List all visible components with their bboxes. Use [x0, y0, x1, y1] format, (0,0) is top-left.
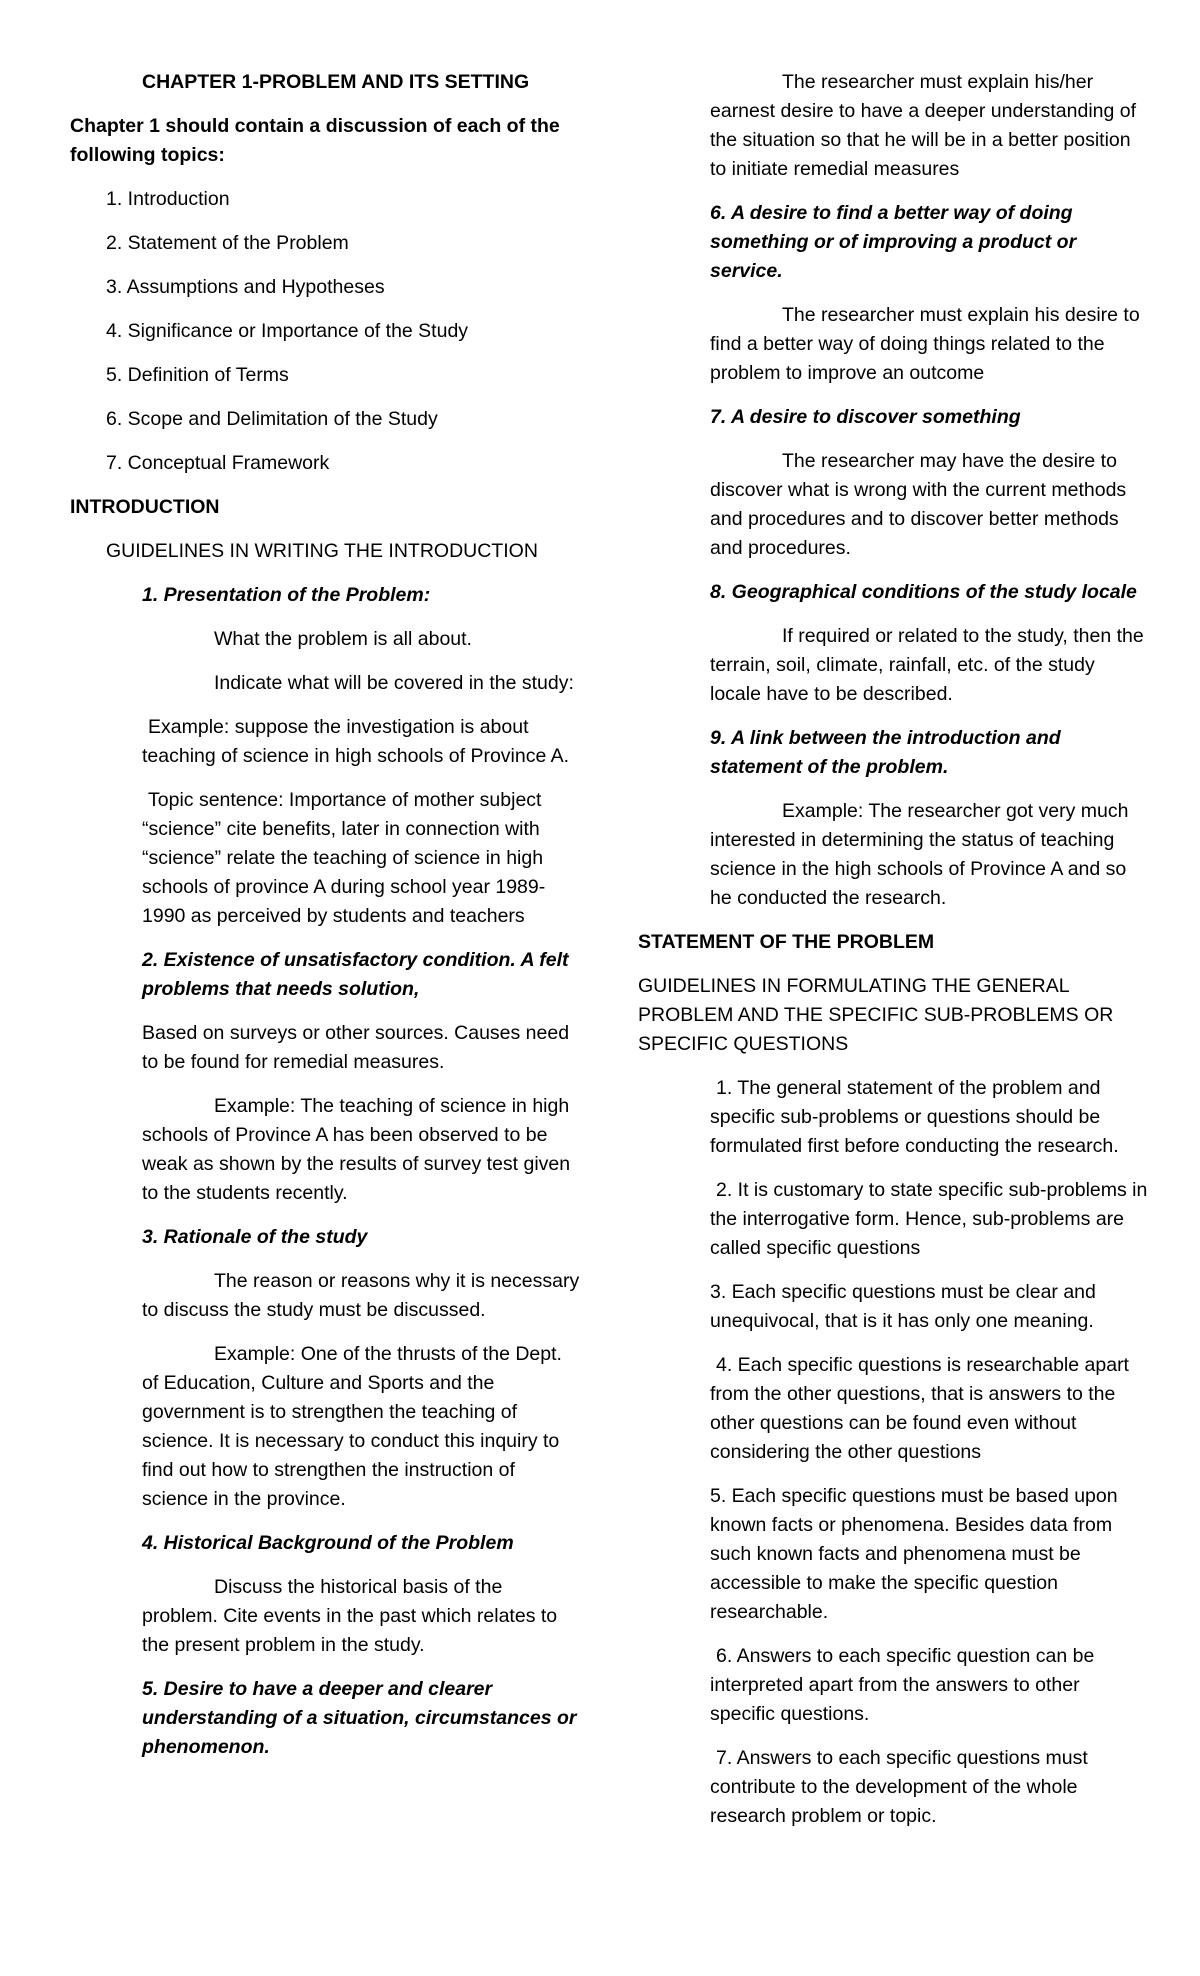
guideline-8-text: If required or related to the study, then the terrain, soil, climate, rainfall, etc. of the study locale have to be described. — [710, 625, 1144, 705]
guideline-7-heading: 7. A desire to discover something — [710, 406, 1021, 428]
statement-guideline-item: 1. The general statement of the problem and specific sub-problems or questions should be formulated first before conducting the research. — [710, 1077, 1119, 1157]
statement-of-problem-heading: STATEMENT OF THE PROBLEM — [638, 931, 935, 953]
guideline-6-text: The researcher must explain his desire to find a better way of doing things related to the problem to improve an outcome — [710, 304, 1140, 384]
right-column — [638, 68, 1148, 1846]
topic-item: 3. Assumptions and Hypotheses — [106, 276, 385, 298]
topic-item: 4. Significance or Importance of the Study — [106, 320, 469, 342]
guideline-6-heading: 6. A desire to find a better way of doing something or of improving a product or service. — [710, 202, 1077, 282]
topic-item: 6. Scope and Delimitation of the Study — [106, 408, 438, 430]
guideline-9-heading: 9. A link between the introduction and statement of the problem. — [710, 727, 1061, 778]
topic-item: 7. Conceptual Framework — [106, 452, 330, 474]
guideline-4-text: Discuss the historical basis of the problem. Cite events in the past which relates to the present problem in the study. — [142, 1576, 558, 1656]
chapter-title: CHAPTER 1-PROBLEM AND ITS SETTING — [142, 71, 530, 93]
guideline-5-text: The researcher must explain his/her earnest desire to have a deeper understanding of the situation so that he will be in a better position to initiate remedial measures — [710, 71, 1137, 180]
guidelines-intro-heading: GUIDELINES IN WRITING THE INTRODUCTION — [106, 540, 538, 562]
guideline-1-topic-sentence: Topic sentence: Importance of mother subject “science” cite benefits, later in connection with “science” relate the teaching of science in high schools of province A during school year 1989-1990 as perceived by students and teachers — [142, 789, 546, 927]
statement-guideline-item: 3. Each specific questions must be clear and unequivocal, that is it has only one meaning. — [710, 1281, 1096, 1332]
guideline-2-example: Example: The teaching of science in high schools of Province A has been observed to be weak as shown by the results of survey test given to the students recently. — [142, 1095, 571, 1204]
guideline-1-heading: 1. Presentation of the Problem: — [142, 584, 431, 606]
statement-guideline-item: 2. It is customary to state specific sub-problems in the interrogative form. Hence, sub-problems are called specific questions — [710, 1179, 1148, 1259]
guideline-2-text: Based on surveys or other sources. Causes need to be found for remedial measures. — [142, 1022, 570, 1073]
guideline-1-text: Indicate what will be covered in the study: — [214, 672, 574, 694]
introduction-heading: INTRODUCTION — [70, 496, 220, 518]
guideline-9-example: Example: The researcher got very much interested in determining the status of teaching science in the high schools of Province A and so he conducted the research. — [710, 800, 1129, 909]
topic-item: 2. Statement of the Problem — [106, 232, 349, 254]
guideline-3-example: Example: One of the thrusts of the Dept. of Education, Culture and Sports and the government is to strengthen the teaching of science. It is necessary to conduct this inquiry to find out how to strengthen the instruction of science in the province. — [142, 1343, 562, 1510]
topic-item: 5. Definition of Terms — [106, 364, 289, 386]
statement-guideline-item: 6. Answers to each specific question can be interpreted apart from the answers to other specific questions. — [710, 1645, 1095, 1725]
topic-item: 1. Introduction — [106, 188, 230, 210]
statement-guideline-item: 5. Each specific questions must be based upon known facts or phenomena. Besides data from such known facts and phenomena must be accessible to make the specific question researchable. — [710, 1485, 1118, 1623]
left-column — [70, 68, 580, 1777]
guideline-3-heading: 3. Rationale of the study — [142, 1226, 368, 1248]
guideline-1-text: What the problem is all about. — [214, 628, 472, 650]
guideline-7-text: The researcher may have the desire to discover what is wrong with the current methods and procedures and to discover better methods and procedures. — [710, 450, 1127, 559]
guideline-4-heading: 4. Historical Background of the Problem — [142, 1532, 514, 1554]
chapter-intro: Chapter 1 should contain a discussion of each of the following topics: — [70, 115, 560, 166]
guideline-3-text: The reason or reasons why it is necessary to discuss the study must be discussed. — [142, 1270, 580, 1321]
guideline-1-example: Example: suppose the investigation is about teaching of science in high schools of Province A. — [142, 716, 570, 767]
statement-guidelines-heading: GUIDELINES IN FORMULATING THE GENERAL PROBLEM AND THE SPECIFIC SUB-PROBLEMS OR SPECIFIC QUESTIONS — [638, 975, 1114, 1055]
guideline-8-heading: 8. Geographical conditions of the study locale — [710, 581, 1137, 603]
statement-guideline-item: 7. Answers to each specific questions must contribute to the development of the whole research problem or topic. — [710, 1747, 1088, 1827]
statement-guideline-item: 4. Each specific questions is researchable apart from the other questions, that is answers to the other questions can be found even without considering the other questions — [710, 1354, 1129, 1463]
guideline-5-heading: 5. Desire to have a deeper and clearer understanding of a situation, circumstances or phenomenon. — [142, 1678, 577, 1758]
guideline-2-heading: 2. Existence of unsatisfactory condition. A felt problems that needs solution, — [142, 949, 569, 1000]
